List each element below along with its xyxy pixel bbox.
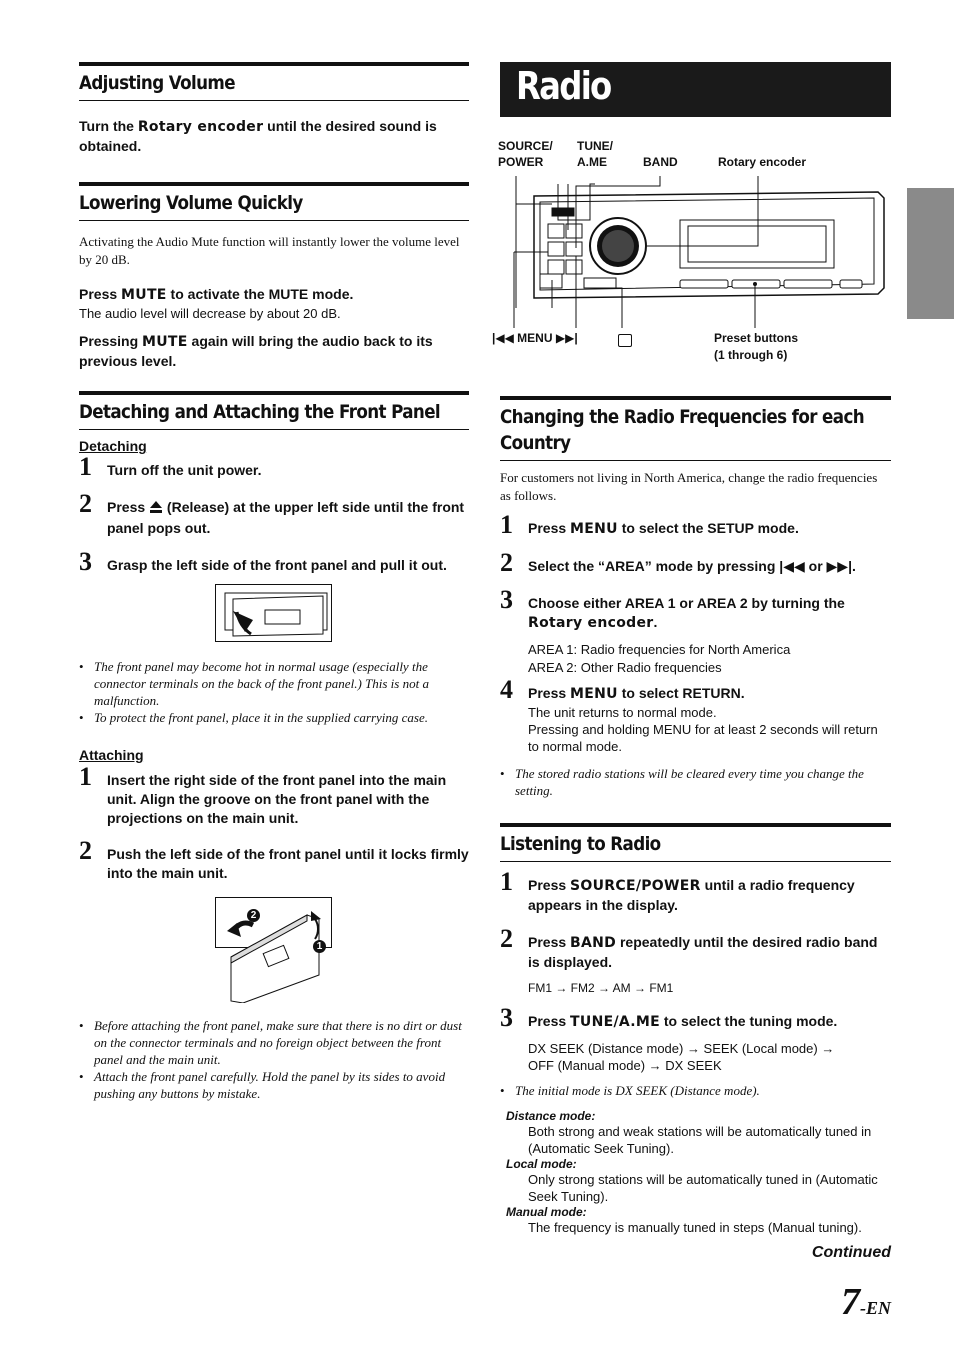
- unmute-instruction: Pressing MUTE again will bring the audio back to its previous level.: [79, 333, 433, 369]
- skip-back-icon: |◀◀: [492, 331, 514, 345]
- mute-sub: The audio level will decrease by about 20 dB.: [79, 306, 341, 321]
- side-tab: [907, 188, 954, 319]
- distance-mode-heading: Distance mode:: [506, 1109, 596, 1123]
- section-header-changing-frequencies: Changing the Radio Frequencies for each Country: [500, 396, 891, 461]
- section-header-front-panel: Detaching and Attaching the Front Panel: [79, 391, 469, 430]
- manual-mode-text: The frequency is manually tuned in steps (Manual tuning).: [528, 1220, 862, 1235]
- page-title: Radio: [516, 64, 611, 108]
- detaching-label: Detaching: [79, 438, 147, 454]
- label-power: POWER: [498, 155, 544, 169]
- listen-step-1: 1 Press SOURCE/POWER until a radio frequency appears in the display.: [500, 867, 855, 913]
- attach-illustration: [215, 897, 332, 1003]
- label-rotary-encoder: Rotary encoder: [718, 155, 807, 169]
- distance-mode-text: Both strong and weak stations will be automatically tuned in (Automatic Seek Tuning).: [528, 1124, 872, 1156]
- skip-forward-icon: ▶▶|: [555, 331, 578, 345]
- attaching-label: Attaching: [79, 747, 144, 763]
- label-source: SOURCE/: [498, 139, 553, 153]
- local-mode-text: Only strong stations will be automatically tuned in (Automatic Seek Tuning).: [528, 1172, 878, 1204]
- label-ame: A.ME: [577, 155, 607, 169]
- change-step-4: 4 Press MENU to select RETURN.: [500, 675, 745, 704]
- listening-note: • The initial mode is DX SEEK (Distance mode).: [500, 1082, 891, 1099]
- mode-definitions: [500, 1109, 891, 1236]
- circle-number-1: 1: [313, 940, 326, 953]
- change-step-1: 1 Press MENU to select the SETUP mode.: [500, 510, 799, 539]
- note-item: • Attach the front panel carefully. Hold the panel by its sides to avoid pushing any buttons by mistake.: [79, 1068, 469, 1102]
- note-item: • The front panel may become hot in normal usage (especially the connector terminals on the back of the front panel.) This is not a malfunction.: [79, 658, 469, 709]
- label-tune: TUNE/: [577, 139, 613, 153]
- attach-step-1: 1 Insert the right side of the front panel into the main unit. Align the groove on the front panel with the projections on the main unit.: [79, 762, 447, 826]
- label-preset-2: (1 through 6): [714, 348, 788, 362]
- mute-instruction: Press MUTE to activate the MUTE mode.: [79, 286, 354, 303]
- section-header-listening: Listening to Radio: [500, 823, 891, 862]
- detach-step-1: 1 Turn off the unit power.: [79, 452, 262, 481]
- label-band: BAND: [643, 155, 678, 169]
- mute-icon: [618, 334, 632, 347]
- tuning-sequence-1: DX SEEK (Distance mode) → SEEK (Local mode) →: [528, 1041, 835, 1056]
- radio-title-bar: [500, 62, 891, 117]
- label-seek-menu: |◀◀ MENU ▶▶|: [492, 331, 578, 345]
- step-4-sub-2: Pressing and holding MENU for at least 2 seconds will return to normal mode.: [528, 722, 878, 754]
- area-2-desc: AREA 2: Other Radio frequencies: [528, 660, 722, 675]
- label-preset-1: Preset buttons: [714, 331, 799, 345]
- band-sequence: FM1 → FM2 → AM → FM1: [528, 981, 674, 995]
- change-step-2: 2 Select the “AREA” mode by pressing |◀◀ or ▶▶|.: [500, 548, 856, 577]
- skip-forward-icon: ▶▶|: [826, 558, 852, 574]
- changing-note: • The stored radio stations will be cleared every time you change the setting.: [500, 765, 891, 799]
- radio-front-panel-diagram: [490, 136, 890, 366]
- change-step-3: 3 Choose either AREA 1 or AREA 2 by turning the Rotary encoder.: [500, 585, 845, 631]
- detach-notes: [79, 658, 469, 726]
- right-column: [500, 396, 891, 1236]
- area-1-desc: AREA 1: Radio frequencies for North America: [528, 642, 791, 657]
- continued-label: Continued: [811, 1244, 891, 1261]
- manual-mode-heading: Manual mode:: [506, 1205, 587, 1219]
- circle-number-2: 2: [247, 909, 260, 922]
- page-number: 7-EN: [841, 1281, 891, 1323]
- changing-intro: For customers not living in North America, change the radio frequencies as follows.: [500, 470, 878, 503]
- detach-step-2: 2 Press (Release) at the upper left side until the front panel pops out.: [79, 489, 465, 536]
- section-header-adjusting-volume: Adjusting Volume: [79, 62, 469, 101]
- skip-back-icon: |◀◀: [779, 558, 805, 574]
- tuning-sequence-2: OFF (Manual mode) → DX SEEK: [528, 1058, 722, 1073]
- detach-illustration: [215, 584, 332, 642]
- step-4-sub-1: The unit returns to normal mode.: [528, 705, 717, 720]
- note-item: • Before attaching the front panel, make sure that there is no dirt or dust on the connector terminals and no foreign object between the front panel and the main unit.: [79, 1017, 469, 1068]
- lowering-intro: Activating the Audio Mute function will instantly lower the volume level by 20 dB.: [79, 234, 460, 267]
- attach-notes: [79, 1017, 469, 1102]
- note-item: • To protect the front panel, place it in the supplied carrying case.: [79, 709, 469, 726]
- left-column: [79, 62, 469, 1102]
- local-mode-heading: Local mode:: [506, 1157, 577, 1171]
- attach-step-2: 2 Push the left side of the front panel until it locks firmly into the main unit.: [79, 836, 469, 881]
- listen-step-2: 2 Press BAND repeatedly until the desired radio band is displayed.: [500, 924, 878, 970]
- detach-step-3: 3 Grasp the left side of the front panel and pull it out.: [79, 547, 447, 576]
- eject-icon: [149, 500, 163, 519]
- listen-step-3: 3 Press TUNE/A.ME to select the tuning mode.: [500, 1003, 838, 1032]
- adjusting-volume-text: Turn the Rotary encoder until the desired sound is obtained.: [79, 118, 437, 154]
- section-header-lowering-volume: Lowering Volume Quickly: [79, 182, 469, 221]
